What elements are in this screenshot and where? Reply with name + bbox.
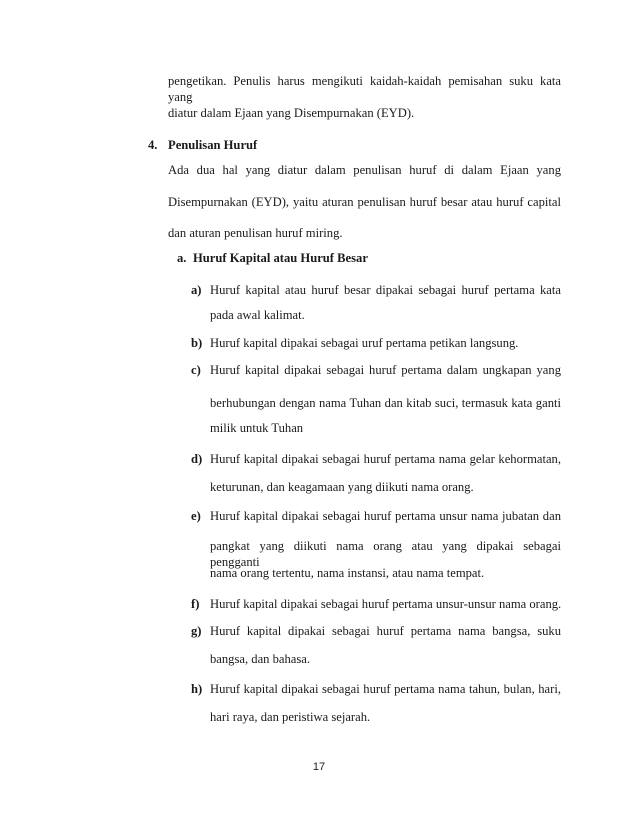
rule-text-line: Huruf kapital dipakai sebagai huruf pertama nama bangsa, suku	[210, 624, 561, 638]
rule-text-line: berhubungan dengan nama Tuhan dan kitab suci, termasuk kata ganti	[210, 396, 561, 410]
rule-text-line: Huruf kapital dipakai sebagai huruf pertama nama tahun, bulan, hari,	[210, 682, 561, 696]
section-paragraph-line-1: Ada dua hal yang diatur dalam penulisan huruf di dalam Ejaan yang	[168, 163, 561, 177]
intro-line-1: pengetikan. Penulis harus mengikuti kaidah-kaidah pemisahan suku kata yang	[168, 74, 561, 104]
rule-text-line: Huruf kapital atau huruf besar dipakai sebagai huruf pertama kata	[210, 283, 561, 297]
section-paragraph-line-3: dan aturan penulisan huruf miring.	[168, 226, 343, 240]
subsection-title: Huruf Kapital atau Huruf Besar	[193, 251, 368, 265]
page-number: 17	[312, 761, 326, 773]
rule-text-line: pada awal kalimat.	[210, 308, 305, 322]
intro-line-2: diatur dalam Ejaan yang Disempurnakan (EYD).	[168, 106, 415, 120]
rule-label: a)	[191, 283, 202, 297]
rule-text-line: hari raya, dan peristiwa sejarah.	[210, 710, 371, 724]
rule-label: d)	[191, 452, 203, 466]
rule-text-line: bangsa, dan bahasa.	[210, 652, 311, 666]
rule-text-line: Huruf kapital dipakai sebagai huruf pertama dalam ungkapan yang	[210, 363, 561, 377]
rule-text-line: Huruf kapital dipakai sebagai huruf pertama unsur-unsur nama orang.	[210, 597, 562, 611]
rule-label: g)	[191, 624, 202, 638]
section-number: 4.	[148, 138, 158, 152]
rule-label: e)	[191, 509, 201, 523]
subsection-number: a.	[177, 251, 187, 265]
rule-label: b)	[191, 336, 203, 350]
rule-text-line: milik untuk Tuhan	[210, 421, 304, 435]
rule-text-line: Huruf kapital dipakai sebagai huruf pertama nama gelar kehormatan,	[210, 452, 561, 466]
rule-text-line: keturunan, dan keagamaan yang diikuti nama orang.	[210, 480, 474, 494]
rule-text-line: Huruf kapital dipakai sebagai uruf pertama petikan langsung.	[210, 336, 519, 350]
rule-text-line: pangkat yang diikuti nama orang atau yang dipakai sebagai pengganti	[210, 539, 561, 569]
rule-label: c)	[191, 363, 201, 377]
section-paragraph-line-2: Disempurnakan (EYD), yaitu aturan penulisan huruf besar atau huruf capital	[168, 195, 561, 209]
rule-text-line: nama orang tertentu, nama instansi, atau nama tempat.	[210, 566, 485, 580]
rule-label: f)	[191, 597, 200, 611]
rule-label: h)	[191, 682, 203, 696]
section-title: Penulisan Huruf	[168, 138, 258, 152]
rule-text-line: Huruf kapital dipakai sebagai huruf pertama unsur nama jubatan dan	[210, 509, 561, 523]
